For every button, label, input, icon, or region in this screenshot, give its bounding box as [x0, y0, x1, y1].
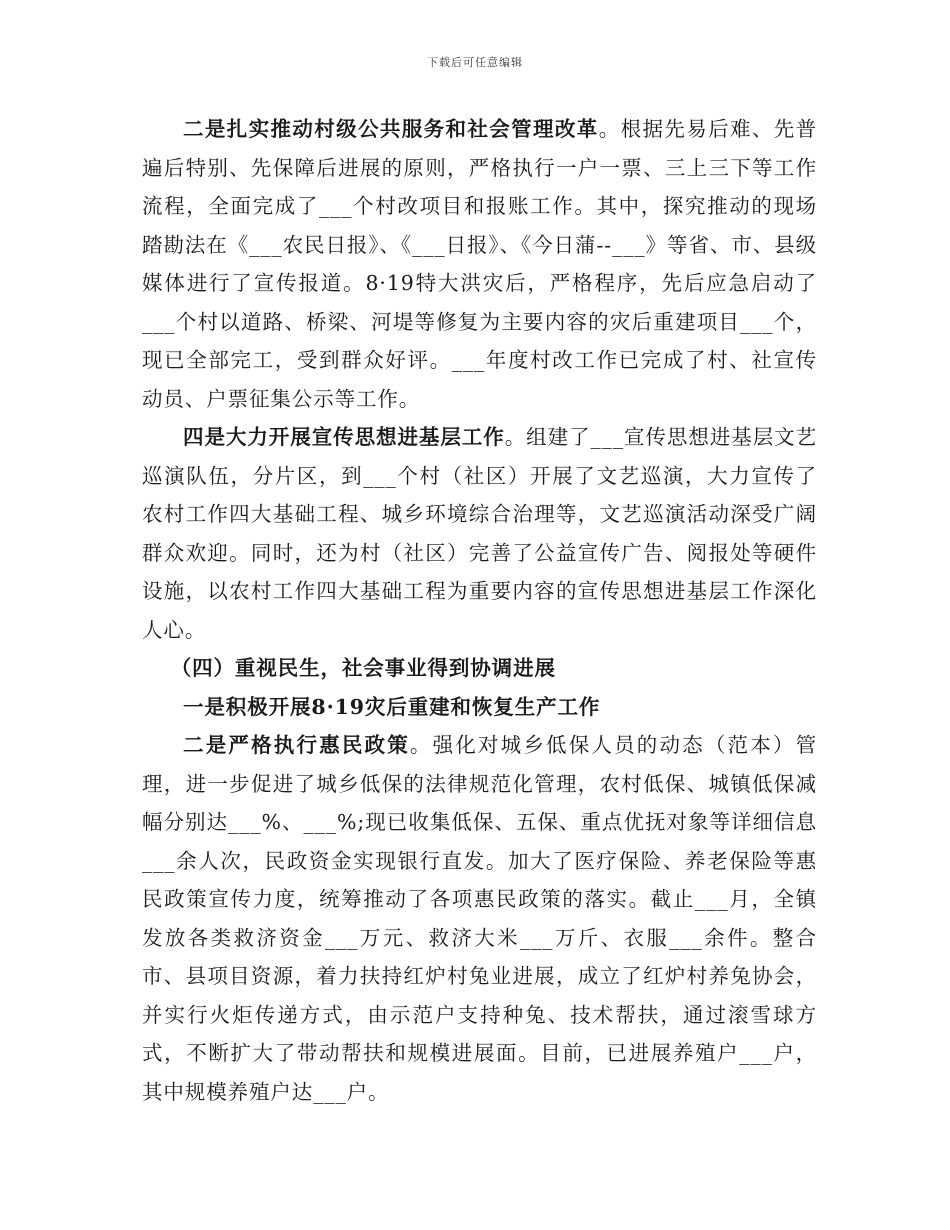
paragraph-lead: 二是严格执行惠民政策: [183, 733, 410, 757]
paragraph-propaganda: [142, 418, 817, 649]
paragraph-welfare-policy: [142, 726, 817, 1111]
paragraph-text: 。强化对城乡低保人员的动态（范本）管理，进一步促进了城乡低保的法律规范化管理，农村低保、城镇低保减幅分别达___%、___%;现已收集低保、五保、重点优抚对象等详细信息___余人次，民政资金实现银行直发。加大了医疗保险、养老保险等惠民政策宣传力度，统筹推动了各项惠民政策的落实。截止___月，全镇发放各类救济资金___万元、救济大米___万斤、衣服___余件。整合市、县项目资源，着力扶持红炉村兔业进展，成立了红炉村养兔协会，并实行火炬传递方式，由示范户支持种兔、技术帮扶，通过滚雪球方式，不断扩大了带动帮扶和规模进展面。目前，已进展养殖户___户，其中规模养殖户达___户。: [142, 733, 817, 1104]
paragraph-lead: 四是大力开展宣传思想进基层工作: [183, 425, 505, 449]
document-body: [142, 110, 817, 1111]
section-heading: （四）重视民生，社会事业得到协调进展: [170, 656, 556, 680]
paragraph-village-reform: [142, 110, 817, 418]
header-note: 下载后可任意编辑: [427, 56, 523, 69]
subsection-heading: 一是积极开展8·19灾后重建和恢复生产工作: [183, 694, 601, 719]
paragraph-text: 。组建了___宣传思想进基层文艺巡演队伍，分片区，到___个村（社区）开展了文艺巡演，大力宣传了农村工作四大基础工程、城乡环境综合治理等，文艺巡演活动深受广阔群众欢迎。同时，还为村（社区）完善了公益宣传广告、阅报处等硬件设施，以农村工作四大基础工程为重要内容的宣传思想进基层工作深化人心。: [142, 425, 818, 642]
paragraph-lead: 二是扎实推动村级公共服务和社会管理改革: [183, 117, 599, 141]
paragraph-text: 。根据先易后难、先普遍后特别、先保障后进展的原则，严格执行一户一票、三上三下等工作流程，全面完成了___个村改项目和报账工作。其中，探究推动的现场踏勘法在《___农民日报》、《___日报》、《今日蒲--___》等省、市、县级媒体进行了宣传报道。8·19特大洪灾后，严格程序，先后应急启动了___个村以道路、桥梁、河堤等修复为主要内容的灾后重建项目___个，现已全部完工，受到群众好评。___年度村改工作已完成了村、社宣传动员、户票征集公示等工作。: [142, 117, 817, 411]
